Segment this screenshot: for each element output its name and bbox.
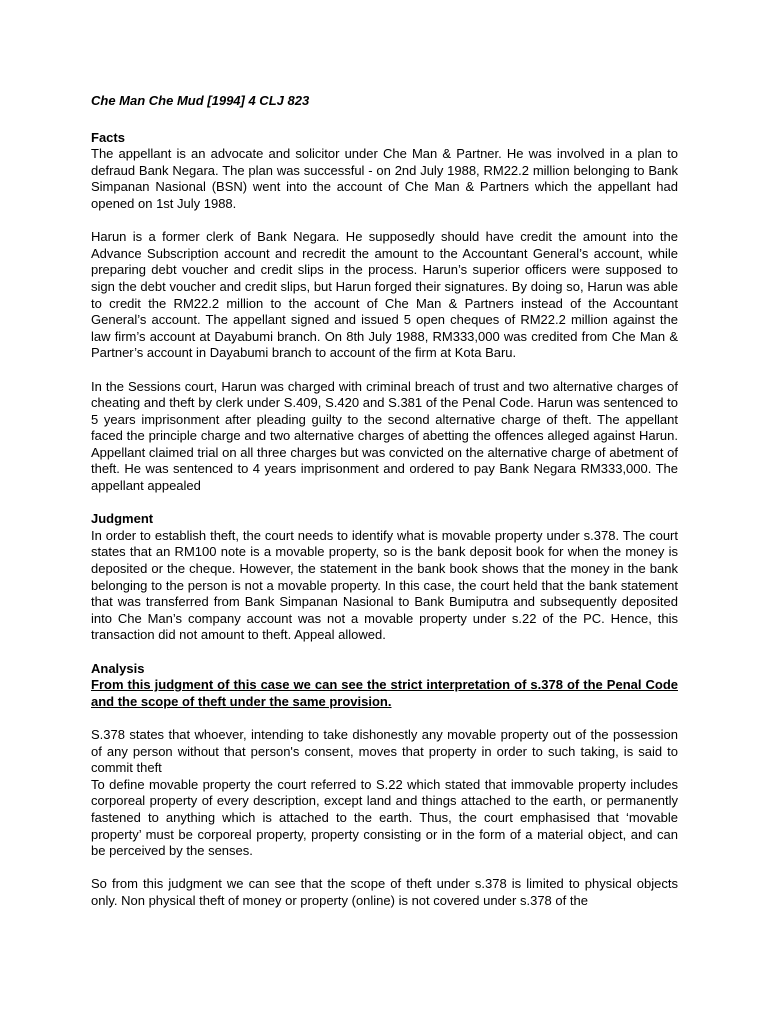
analysis-emphasis: From this judgment of this case we can see the strict interpretation of s.378 of the Penal Code and the scope of theft under the same provision. [91,677,678,709]
facts-paragraph-1: The appellant is an advocate and solicitor under Che Man & Partner. He was involved in a plan to defraud Bank Negara. The plan was successful - on 2nd July 1988, RM22.2 million belonging to Bank Simpanan Nasional (BSN) went into the account of Che Man & Partners which the appellant had opened on 1st July 1988. [91,146,678,211]
analysis-paragraph-3: So from this judgment we can see that the scope of theft under s.378 is limited to physical objects only. Non physical theft of money or property (online) is not covered under s.378 of the [91,876,678,908]
facts-paragraph-2: Harun is a former clerk of Bank Negara. He supposedly should have credit the amount into the Advance Subscription account and recredit the amount to the Accountant General’s account, while preparing debt voucher and credit slips in the process. Harun’s superior officers were supposed to sign the debt voucher and credit slips, but Harun forged their signatures. By doing so, Harun was able to credit the RM22.2 million to the account of Che Man & Partners instead of the Accountant General’s account. The appellant signed and issued 5 open cheques of RM22.2 million against the law firm’s account at Dayabumi branch. On 8th July 1988, RM333,000 was credited from Che Man & Partner’s account in Dayabumi branch to account of the firm at Kota Baru. [91,229,678,361]
facts-paragraph-3: In the Sessions court, Harun was charged with criminal breach of trust and two alternative charges of cheating and theft by clerk under S.409, S.420 and S.381 of the Penal Code. Harun was sentenced to 5 years imprisonment after pleading guilty to the second alternative charge of theft. The appellant faced the principle charge and two alternative charges of abetting the offences alleged against Harun. Appellant claimed trial on all three charges but was convicted on the alternative charge of abetment of theft. He was sentenced to 4 years imprisonment and ordered to pay Bank Negara RM333,000. The appellant appealed [91,378,678,494]
analysis-heading: Analysis [91,660,145,676]
case-title: Che Man Che Mud [1994] 4 CLJ 823 [91,93,310,108]
analysis-paragraph-2: To define movable property the court referred to S.22 which stated that immovable property includes corporeal property of every description, except land and things attached to the earth, or permanently fastened to anything which is attached to the earth. Thus, the court emphasised that ‘movable property’ must be corporeal property, property consisting or in the form of a material object, and can be perceived by the senses. [91,776,678,859]
document-body [91,93,678,910]
judgment-paragraph: In order to establish theft, the court needs to identify what is movable property under s.378. The court states that an RM100 note is a movable property, so is the bank deposit book for when the money is deposited or the cheque. However, the statement in the bank book shows that the money in the bank belonging to the person is not a movable property. In this case, the court held that the bank statement that was transferred from Bank Simpanan Nasional to Bank Bumiputra and subsequently deposited into Che Man’s company account was not a movable property under s.22 of the PC. Hence, this transaction did not amount to theft. Appeal allowed. [91,527,678,643]
analysis-paragraph-1: S.378 states that whoever, intending to take dishonestly any movable property out of the possession of any person without that person's consent, moves that property in order to such taking, is said to commit theft [91,726,678,776]
judgment-heading: Judgment [91,511,154,527]
facts-heading: Facts [91,129,125,145]
